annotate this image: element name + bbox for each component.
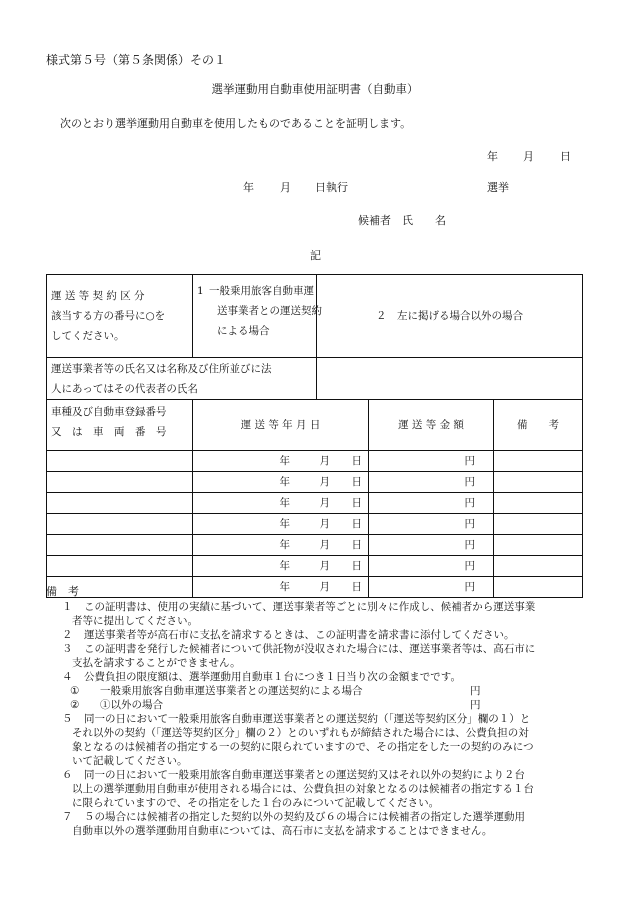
table-row [47,472,583,493]
note-line: それ以外の契約（「運送等契約区分」欄の２）とのいずれもが締結された場合には、公費負担の対 [72,727,529,739]
limit-text: ①以外の場合 [100,699,163,711]
date-month: 月 [319,560,330,572]
date-year: 年 [279,497,290,509]
col-header-date: 運 送 等 年 月 日 [193,400,369,451]
limit-number: ② [70,699,80,711]
option-2-cell[interactable] [317,275,583,358]
amount-field[interactable] [369,556,494,577]
option-1-cell[interactable] [193,275,322,358]
date-field[interactable] [193,472,369,493]
column-header-row [47,400,583,451]
election-year: 年 [243,181,254,194]
ki-label: 記 [310,249,321,262]
date-day: 日 [351,497,362,509]
note-line: 支払を請求することができません。 [72,657,241,669]
table-row [47,493,583,514]
yen-unit: 円 [464,476,475,488]
election-label: 選挙 [487,181,509,194]
date-month: 月 [319,581,330,593]
note-item [46,768,586,810]
vehicle-label-cell [47,400,193,451]
table-row [47,556,583,577]
date-day: 日 [351,476,362,488]
note-item [46,642,586,670]
issue-date-day: 日 [560,150,571,163]
note-line: 運送事業者等が高石市に支払を請求するときは、この証明書を請求書に添付してください。 [84,629,515,641]
certification-statement: 次のとおり選挙運動用自動車を使用したものであることを証明します。 [60,117,412,130]
date-year: 年 [279,455,290,467]
date-year: 年 [279,560,290,572]
contract-classification-row [47,275,583,358]
option-1-line: 送事業者との運送契約 [217,305,322,317]
note-number: ２ [62,629,73,641]
yen-unit: 円 [464,497,475,509]
date-field[interactable] [193,577,369,598]
vehicle-number-field[interactable] [47,514,193,535]
table-row [47,514,583,535]
option-1-line: 一般乗用旅客自動車運 [209,285,314,297]
operator-label-line: 人にあってはその代表者の氏名 [51,382,198,395]
operator-label-line: 運送事業者等の氏名又は名称及び住所並びに法 [51,362,272,375]
limit-item [46,698,586,712]
date-year: 年 [279,476,290,488]
usage-table [46,274,583,598]
limit-yen-unit: 円 [470,699,481,711]
yen-unit: 円 [464,455,475,467]
operator-row [47,358,583,400]
notes-section [46,600,586,838]
date-day: 日 [351,518,362,530]
note-line: 自動車以外の選挙運動用自動車については、高石市に支払を請求することはできません。 [72,825,493,837]
note-line: 以上の選挙運動用自動車が使用される場合には、公費負担の対象となるのは候補者の指定する１台 [72,783,534,795]
classification-label-line: 該当する方の番号に○を [51,310,166,322]
election-day-held: 日執行 [315,181,348,194]
classification-label-cell [47,275,193,358]
limit-item [46,684,586,698]
date-day: 日 [351,560,362,572]
date-year: 年 [279,581,290,593]
note-line: ５の場合には候補者の指定した契約以外の契約及び６の場合には候補者の指定した選挙運動用 [84,811,525,823]
date-month: 月 [319,497,330,509]
vehicle-number-field[interactable] [47,451,193,472]
note-line: 同一の日において一般乗用旅客自動車運送事業者との運送契約又はそれ以外の契約により２台 [84,769,525,781]
option-2-text: ２ 左に掲げる場合以外の場合 [376,309,523,322]
option-1-number: 1 [197,285,204,297]
note-line: この証明書を発行した候補者について供託物が没収された場合には、運送事業者等は、高石市に [84,643,536,655]
table-row [47,451,583,472]
candidate-label: 候補者 [358,214,391,227]
date-field[interactable] [193,556,369,577]
option-1-line: による場合 [217,325,270,337]
date-month: 月 [319,518,330,530]
date-year: 年 [279,518,290,530]
limit-number: ① [70,685,80,697]
date-day: 日 [351,539,362,551]
vehicle-label-line: 又 は 車 両 番 号 [51,426,167,438]
operator-name-field[interactable] [317,358,583,400]
date-day: 日 [351,455,362,467]
election-month: 月 [280,181,291,194]
note-item [46,670,586,684]
note-number: ３ [62,643,73,655]
limit-yen-unit: 円 [470,685,481,697]
remarks-field[interactable] [494,577,583,598]
note-item [46,810,586,838]
remarks-field[interactable] [494,556,583,577]
vehicle-number-field[interactable] [47,493,193,514]
date-field[interactable] [193,451,369,472]
yen-unit: 円 [464,539,475,551]
election-line [0,181,630,197]
remarks-field[interactable] [494,493,583,514]
note-item [46,712,586,768]
amount-field[interactable] [369,493,494,514]
table-row [47,535,583,556]
note-line: 同一の日において一般乗用旅客自動車運送事業者との運送契約（「運送等契約区分」欄の１）と [84,713,531,725]
form-number: 様式第５号（第５条関係）その１ [46,53,227,67]
issue-date-month: 月 [523,150,534,163]
amount-field[interactable] [369,514,494,535]
issue-date-year: 年 [487,150,498,163]
col-header-remarks: 備 考 [494,400,583,451]
limit-text: 一般乗用旅客自動車運送事業者との運送契約による場合 [100,685,363,697]
yen-unit: 円 [464,518,475,530]
note-number: ６ [62,769,73,781]
vehicle-label-line: 車種及び自動車登録番号 [51,406,167,418]
date-day: 日 [351,581,362,593]
note-line: この証明書は、使用の実績に基づいて、運送事業者等ごとに別々に作成し、候補者から運送事業 [84,601,536,613]
vehicle-number-field[interactable] [47,472,193,493]
amount-field[interactable] [369,535,494,556]
amount-field[interactable] [369,472,494,493]
vehicle-number-field[interactable] [47,556,193,577]
yen-unit: 円 [464,581,475,593]
date-month: 月 [319,476,330,488]
note-item [46,600,586,628]
amount-field[interactable] [369,451,494,472]
date-field[interactable] [193,493,369,514]
issue-date-line [0,150,630,166]
table-row [47,577,583,598]
remarks-field[interactable] [494,535,583,556]
notes-title: 備 考 [46,585,79,598]
note-number: ５ [62,713,73,725]
date-month: 月 [319,455,330,467]
remarks-field[interactable] [494,451,583,472]
note-line: いて記載してください。 [72,755,188,767]
classification-label-line: してください。 [51,330,125,342]
operator-label-cell [47,358,317,400]
note-item [46,628,586,642]
candidate-name-label: 氏 名 [402,214,446,227]
note-line: 公費負担の限度額は、選挙運動用自動車１台につき１日当り次の金額までです。 [84,671,461,683]
note-number: １ [62,601,73,613]
date-field[interactable] [193,535,369,556]
note-line: 象となるのは候補者の指定する一の契約に限られていますので、その指定をした一の契約のみにつ [72,741,534,753]
remarks-field[interactable] [494,472,583,493]
date-month: 月 [319,539,330,551]
note-number: ７ [62,811,73,823]
note-line: 者等に提出してください。 [72,615,198,627]
yen-unit: 円 [464,560,475,572]
classification-label-line: 運 送 等 契 約 区 分 [51,290,145,302]
remarks-field[interactable] [494,514,583,535]
col-header-amount: 運 送 等 金 額 [369,400,494,451]
note-line: に限られていますので、その指定をした１台のみについて記載してください。 [72,797,440,809]
document-title: 選挙運動用自動車使用証明書（自動車） [211,82,419,96]
vehicle-number-field[interactable] [47,535,193,556]
note-number: ４ [62,671,73,683]
date-year: 年 [279,539,290,551]
amount-field[interactable] [369,577,494,598]
candidate-line [0,214,630,230]
date-field[interactable] [193,514,369,535]
